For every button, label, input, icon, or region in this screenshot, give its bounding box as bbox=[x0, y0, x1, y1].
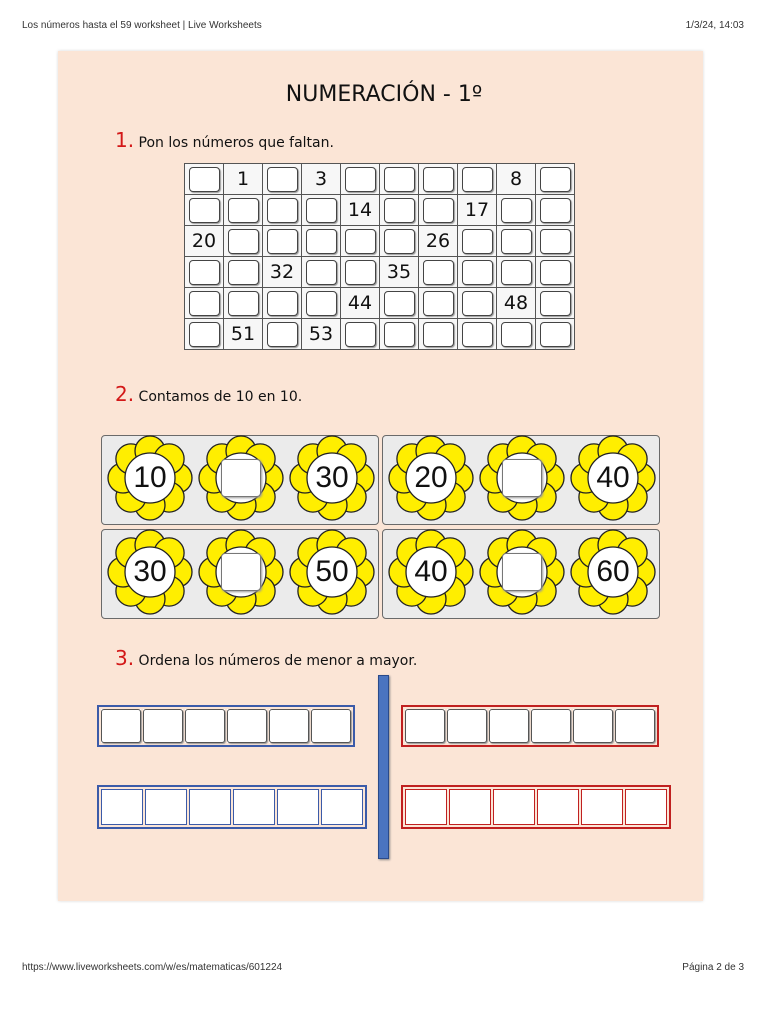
grid-cell bbox=[341, 257, 380, 288]
answer-box[interactable] bbox=[221, 553, 261, 591]
answer-box[interactable] bbox=[423, 167, 454, 192]
question-2 bbox=[115, 382, 302, 406]
flower-number: 10 bbox=[133, 461, 167, 494]
answer-box[interactable] bbox=[228, 198, 259, 223]
grid-cell bbox=[185, 195, 224, 226]
answer-box[interactable] bbox=[540, 322, 571, 347]
drop-slot[interactable] bbox=[145, 789, 187, 825]
number-tile[interactable] bbox=[227, 709, 267, 743]
answer-box[interactable] bbox=[384, 167, 415, 192]
grid-cell bbox=[458, 164, 497, 195]
grid-row bbox=[185, 319, 575, 350]
flower-number: 50 bbox=[315, 555, 349, 588]
drop-slot[interactable] bbox=[581, 789, 623, 825]
grid-cell bbox=[419, 164, 458, 195]
drop-slot[interactable] bbox=[405, 789, 447, 825]
flower bbox=[569, 528, 657, 616]
grid-number: 53 bbox=[302, 319, 341, 350]
grid-cell bbox=[341, 164, 380, 195]
order-target-red bbox=[401, 785, 671, 829]
flower-panel bbox=[382, 435, 660, 525]
answer-box[interactable] bbox=[501, 198, 532, 223]
grid-cell bbox=[536, 164, 575, 195]
grid-cell bbox=[302, 257, 341, 288]
number-tile[interactable] bbox=[269, 709, 309, 743]
number-tile[interactable] bbox=[531, 709, 571, 743]
answer-box[interactable] bbox=[228, 229, 259, 254]
answer-box[interactable] bbox=[228, 291, 259, 316]
drop-slot[interactable] bbox=[321, 789, 363, 825]
number-tile[interactable] bbox=[311, 709, 351, 743]
question-2-text: Contamos de 10 en 10. bbox=[138, 389, 303, 405]
drop-slot[interactable] bbox=[189, 789, 231, 825]
grid-cell bbox=[458, 319, 497, 350]
tile-slot bbox=[573, 709, 613, 743]
number-grid bbox=[184, 163, 575, 350]
grid-cell bbox=[224, 226, 263, 257]
tile-slot bbox=[311, 709, 351, 743]
tile-slot bbox=[143, 709, 183, 743]
flower bbox=[106, 434, 194, 522]
grid-cell bbox=[263, 319, 302, 350]
answer-box[interactable] bbox=[384, 291, 415, 316]
flower-number: 30 bbox=[133, 555, 167, 588]
grid-number: 44 bbox=[341, 288, 380, 319]
tile-slot bbox=[227, 709, 267, 743]
answer-box[interactable] bbox=[502, 553, 542, 591]
drop-slot[interactable] bbox=[537, 789, 579, 825]
order-target-blue bbox=[97, 785, 367, 829]
grid-cell bbox=[497, 195, 536, 226]
grid-cell bbox=[185, 257, 224, 288]
drop-slot[interactable] bbox=[625, 789, 667, 825]
grid-cell bbox=[224, 288, 263, 319]
grid-row bbox=[185, 226, 575, 257]
page-indicator: Página 2 de 3 bbox=[682, 962, 744, 973]
question-2-number: 2. bbox=[115, 382, 135, 406]
tile-slot bbox=[615, 709, 655, 743]
grid-cell bbox=[497, 257, 536, 288]
answer-box[interactable] bbox=[502, 459, 542, 497]
worksheet-title: NUMERACIÓN - 1º bbox=[285, 82, 483, 107]
grid-cell bbox=[185, 288, 224, 319]
answer-box[interactable] bbox=[267, 322, 298, 347]
grid-cell bbox=[458, 257, 497, 288]
flower-panel bbox=[382, 529, 660, 619]
answer-box[interactable] bbox=[306, 291, 337, 316]
grid-cell bbox=[263, 195, 302, 226]
answer-box[interactable] bbox=[267, 198, 298, 223]
grid-cell bbox=[536, 257, 575, 288]
answer-box[interactable] bbox=[189, 198, 220, 223]
answer-box[interactable] bbox=[384, 322, 415, 347]
flower-panel bbox=[101, 529, 379, 619]
answer-box[interactable] bbox=[462, 260, 493, 285]
number-tile[interactable] bbox=[615, 709, 655, 743]
grid-cell bbox=[224, 257, 263, 288]
answer-box[interactable] bbox=[462, 291, 493, 316]
grid-number: 26 bbox=[419, 226, 458, 257]
answer-box[interactable] bbox=[189, 260, 220, 285]
question-3-text: Ordena los números de menor a mayor. bbox=[138, 653, 418, 669]
grid-number: 20 bbox=[185, 226, 224, 257]
answer-box[interactable] bbox=[306, 198, 337, 223]
answer-box[interactable] bbox=[345, 229, 376, 254]
answer-box[interactable] bbox=[345, 260, 376, 285]
grid-number: 1 bbox=[224, 164, 263, 195]
grid-cell bbox=[536, 195, 575, 226]
flower bbox=[478, 434, 566, 522]
drop-slot[interactable] bbox=[101, 789, 143, 825]
answer-box[interactable] bbox=[501, 229, 532, 254]
number-tile[interactable] bbox=[489, 709, 529, 743]
answer-box[interactable] bbox=[462, 322, 493, 347]
grid-cell bbox=[302, 226, 341, 257]
browser-page-title: Los números hasta el 59 worksheet | Live Worksheets bbox=[22, 20, 262, 31]
grid-row bbox=[185, 164, 575, 195]
grid-row bbox=[185, 288, 575, 319]
number-tile[interactable] bbox=[405, 709, 445, 743]
grid-row bbox=[185, 257, 575, 288]
grid-number: 35 bbox=[380, 257, 419, 288]
page-url: https://www.liveworksheets.com/w/es/matematicas/601224 bbox=[22, 962, 283, 973]
question-1-number: 1. bbox=[115, 128, 135, 152]
answer-box[interactable] bbox=[540, 260, 571, 285]
grid-number: 17 bbox=[458, 195, 497, 226]
grid-cell bbox=[380, 288, 419, 319]
number-tile[interactable] bbox=[101, 709, 141, 743]
flower-number: 60 bbox=[596, 555, 630, 588]
grid-cell bbox=[380, 164, 419, 195]
answer-box[interactable] bbox=[540, 229, 571, 254]
grid-cell bbox=[302, 288, 341, 319]
drop-slot[interactable] bbox=[493, 789, 535, 825]
grid-cell bbox=[341, 226, 380, 257]
grid-cell bbox=[536, 226, 575, 257]
answer-box[interactable] bbox=[384, 229, 415, 254]
answer-box[interactable] bbox=[267, 167, 298, 192]
grid-cell bbox=[536, 288, 575, 319]
tile-slot bbox=[531, 709, 571, 743]
grid-cell bbox=[263, 226, 302, 257]
grid-row bbox=[185, 195, 575, 226]
grid-cell bbox=[497, 226, 536, 257]
answer-box[interactable] bbox=[501, 260, 532, 285]
grid-number: 3 bbox=[302, 164, 341, 195]
answer-box[interactable] bbox=[221, 459, 261, 497]
grid-cell bbox=[302, 195, 341, 226]
answer-box[interactable] bbox=[423, 260, 454, 285]
grid-number: 48 bbox=[497, 288, 536, 319]
flower bbox=[478, 528, 566, 616]
flower bbox=[288, 528, 376, 616]
grid-cell bbox=[419, 319, 458, 350]
question-3 bbox=[115, 646, 417, 670]
tile-slot bbox=[269, 709, 309, 743]
answer-box[interactable] bbox=[189, 322, 220, 347]
grid-cell bbox=[380, 319, 419, 350]
answer-box[interactable] bbox=[267, 291, 298, 316]
grid-number: 14 bbox=[341, 195, 380, 226]
answer-box[interactable] bbox=[267, 229, 298, 254]
flower bbox=[197, 528, 285, 616]
section-divider bbox=[378, 675, 389, 859]
answer-box[interactable] bbox=[228, 260, 259, 285]
drop-slot[interactable] bbox=[233, 789, 275, 825]
answer-box[interactable] bbox=[423, 291, 454, 316]
flower bbox=[569, 434, 657, 522]
answer-box[interactable] bbox=[423, 198, 454, 223]
answer-box[interactable] bbox=[306, 260, 337, 285]
grid-cell bbox=[380, 195, 419, 226]
drop-slot[interactable] bbox=[277, 789, 319, 825]
flower-number: 20 bbox=[414, 461, 448, 494]
answer-box[interactable] bbox=[540, 167, 571, 192]
question-1 bbox=[115, 128, 334, 152]
answer-box[interactable] bbox=[189, 291, 220, 316]
question-1-text: Pon los números que faltan. bbox=[138, 135, 334, 151]
answer-box[interactable] bbox=[384, 198, 415, 223]
question-3-number: 3. bbox=[115, 646, 135, 670]
flower bbox=[106, 528, 194, 616]
number-tile[interactable] bbox=[447, 709, 487, 743]
answer-box[interactable] bbox=[345, 167, 376, 192]
tile-slot bbox=[185, 709, 225, 743]
grid-cell bbox=[419, 195, 458, 226]
grid-cell bbox=[341, 319, 380, 350]
order-source-red bbox=[401, 705, 659, 747]
flower-number: 40 bbox=[414, 555, 448, 588]
grid-cell bbox=[419, 257, 458, 288]
grid-cell bbox=[380, 226, 419, 257]
grid-cell bbox=[185, 319, 224, 350]
tile-slot bbox=[405, 709, 445, 743]
answer-box[interactable] bbox=[540, 291, 571, 316]
grid-cell bbox=[263, 164, 302, 195]
answer-box[interactable] bbox=[423, 322, 454, 347]
answer-box[interactable] bbox=[189, 167, 220, 192]
grid-cell bbox=[458, 288, 497, 319]
grid-cell bbox=[497, 319, 536, 350]
tile-slot bbox=[489, 709, 529, 743]
grid-cell bbox=[224, 195, 263, 226]
print-datetime: 1/3/24, 14:03 bbox=[685, 20, 744, 31]
grid-cell bbox=[419, 288, 458, 319]
answer-box[interactable] bbox=[345, 322, 376, 347]
tile-slot bbox=[101, 709, 141, 743]
flower bbox=[197, 434, 285, 522]
order-source-blue bbox=[97, 705, 355, 747]
flower bbox=[387, 528, 475, 616]
tile-slot bbox=[447, 709, 487, 743]
grid-number: 32 bbox=[263, 257, 302, 288]
answer-box[interactable] bbox=[540, 198, 571, 223]
grid-cell bbox=[458, 226, 497, 257]
number-tile[interactable] bbox=[573, 709, 613, 743]
grid-number: 8 bbox=[497, 164, 536, 195]
answer-box[interactable] bbox=[462, 229, 493, 254]
flower bbox=[387, 434, 475, 522]
grid-cell bbox=[263, 288, 302, 319]
flower bbox=[288, 434, 376, 522]
number-tile[interactable] bbox=[143, 709, 183, 743]
drop-slot[interactable] bbox=[449, 789, 491, 825]
answer-box[interactable] bbox=[462, 167, 493, 192]
grid-number: 51 bbox=[224, 319, 263, 350]
grid-cell bbox=[185, 164, 224, 195]
flower-number: 30 bbox=[315, 461, 349, 494]
answer-box[interactable] bbox=[306, 229, 337, 254]
number-tile[interactable] bbox=[185, 709, 225, 743]
flower-number: 40 bbox=[596, 461, 630, 494]
grid-cell bbox=[536, 319, 575, 350]
flower-panel bbox=[101, 435, 379, 525]
answer-box[interactable] bbox=[501, 322, 532, 347]
